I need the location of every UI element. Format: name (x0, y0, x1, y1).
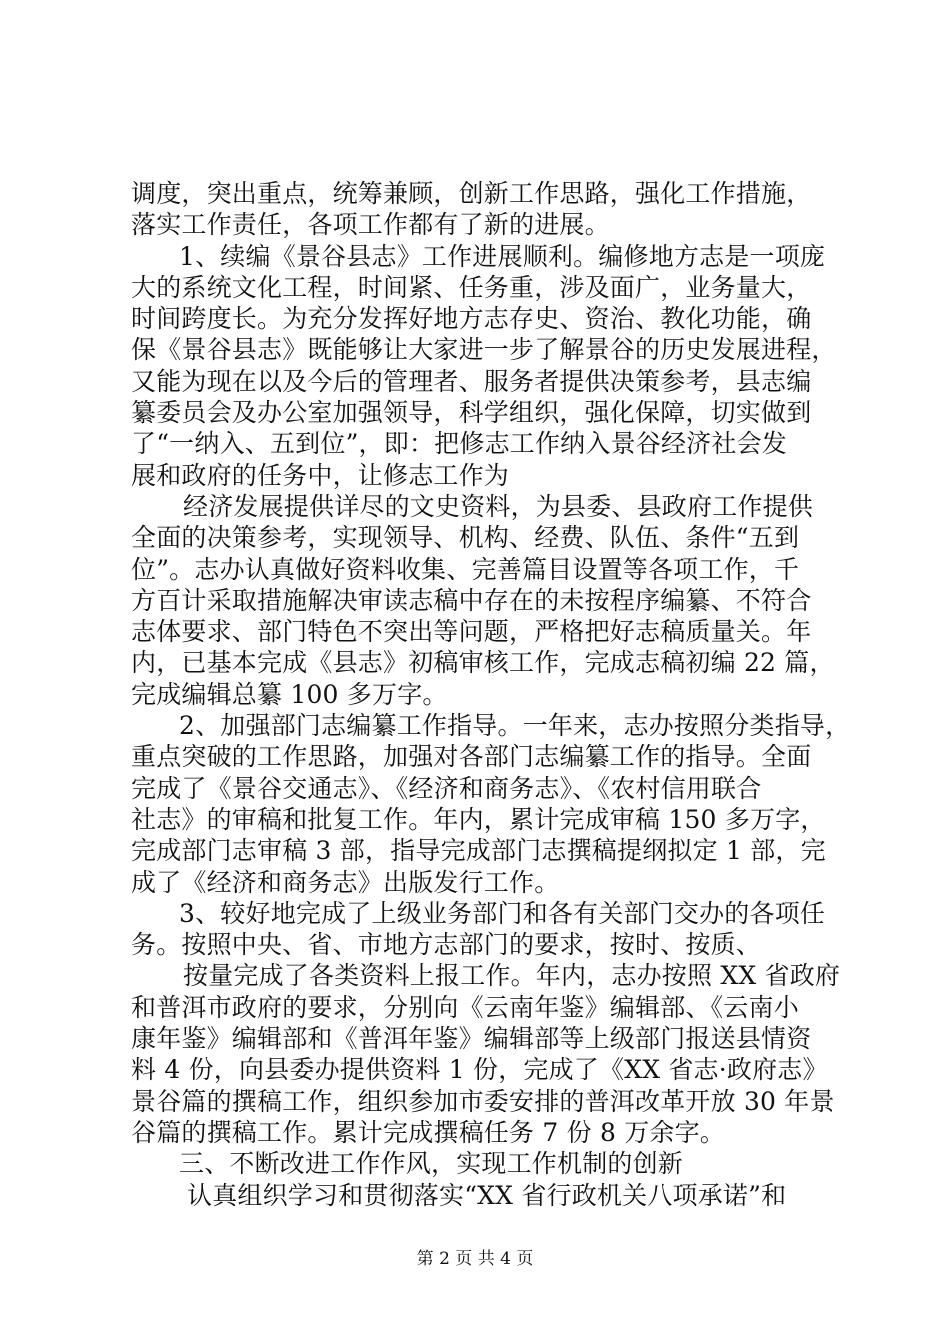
text-line: 康年鉴》编辑部和《普洱年鉴》编辑部等上级部门报送县情资 (131, 1024, 812, 1054)
text-line: 务。按照中央、省、市地方志部门的要求，按时、按质、 (131, 930, 762, 960)
text-line: 谷篇的撰稿工作。累计完成撰稿任务 7 份 8 万余字。 (131, 1117, 726, 1147)
text-line: 成了《经济和商务志》出版发行工作。 (131, 867, 560, 897)
text-line: 位”。志办认真做好资料收集、完善篇目设置等各项工作，千 (131, 554, 800, 584)
text-line: 3、较好地完成了上级业务部门和各有关部门交办的各项任 (179, 898, 826, 928)
text-line: 景谷篇的撰稿工作，组织参加市委安排的普洱改革开放 30 年景 (131, 1086, 835, 1116)
text-line: 完成编辑总纂 100 多万字。 (131, 679, 448, 709)
page-number-footer: 第 2 页 共 4 页 (416, 1249, 534, 1269)
text-line: 又能为现在以及今后的管理者、服务者提供决策参考，县志编 (131, 366, 812, 396)
text-line: 完成部门志审稿 3 部，指导完成部门志撰稿提纲拟定 1 部，完 (131, 836, 826, 866)
text-line: 按量完成了各类资料上报工作。年内，志办按照 XX 省政府 (183, 961, 841, 991)
text-line: 内，已基本完成《县志》初稿审核工作，完成志稿初编 22 篇， (131, 648, 835, 678)
text-line: 了“一纳入、五到位”，即：把修志工作纳入景谷经济社会发 (131, 429, 787, 459)
text-line: 志体要求、部门特色不突出等问题，严格把好志稿质量关。年 (131, 617, 812, 647)
text-line: 完成了《景谷交通志》、《经济和商务志》、《农村信用联合 (131, 773, 762, 803)
text-line: 落实工作责任，各项工作都有了新的进展。 (131, 210, 610, 240)
text-line: 纂委员会及办公室加强领导，科学组织，强化保障，切实做到 (131, 398, 812, 428)
text-line: 1、续编《景谷县志》工作进展顺利。编修地方志是一项庞 (179, 241, 826, 271)
section-heading: 三、不断改进工作作风，实现工作机制的创新 (179, 1149, 684, 1179)
text-line: 展和政府的任务中，让修志工作为 (131, 460, 510, 490)
text-line: 时间跨度长。为充分发挥好地方志存史、资治、教化功能，确 (131, 304, 812, 334)
text-line: 社志》的审稿和批复工作。年内，累计完成审稿 150 多万字， (131, 804, 826, 834)
text-line: 2、加强部门志编纂工作指导。一年来，志办按照分类指导， (179, 711, 851, 741)
text-line: 大的系统文化工程，时间紧、任务重，涉及面广，业务量大， (131, 272, 812, 302)
text-line: 全面的决策参考，实现领导、机构、经费、队伍、条件“五到 (131, 523, 800, 553)
document-body (131, 178, 851, 1211)
text-line: 方百计采取措施解决审读志稿中存在的未按程序编纂、不符合 (131, 585, 812, 615)
text-line: 料 4 份，向县委办提供资料 1 份，完成了《XX 省志·政府志》 (131, 1055, 828, 1085)
text-line: 和普洱市政府的要求，分别向《云南年鉴》编辑部、《云南小 (131, 992, 799, 1022)
text-line: 认真组织学习和贯彻落实“XX 省行政机关八项承诺”和 (187, 1180, 787, 1210)
text-line: 重点突破的工作思路，加强对各部门志编纂工作的指导。全面 (131, 742, 812, 772)
text-line: 调度，突出重点，统筹兼顾，创新工作思路，强化工作措施， (131, 179, 812, 208)
text-line: 经济发展提供详尽的文史资料，为县委、县政府工作提供 (183, 491, 814, 521)
text-line: 保《景谷县志》既能够让大家进一步了解景谷的历史发展进程， (131, 335, 837, 365)
